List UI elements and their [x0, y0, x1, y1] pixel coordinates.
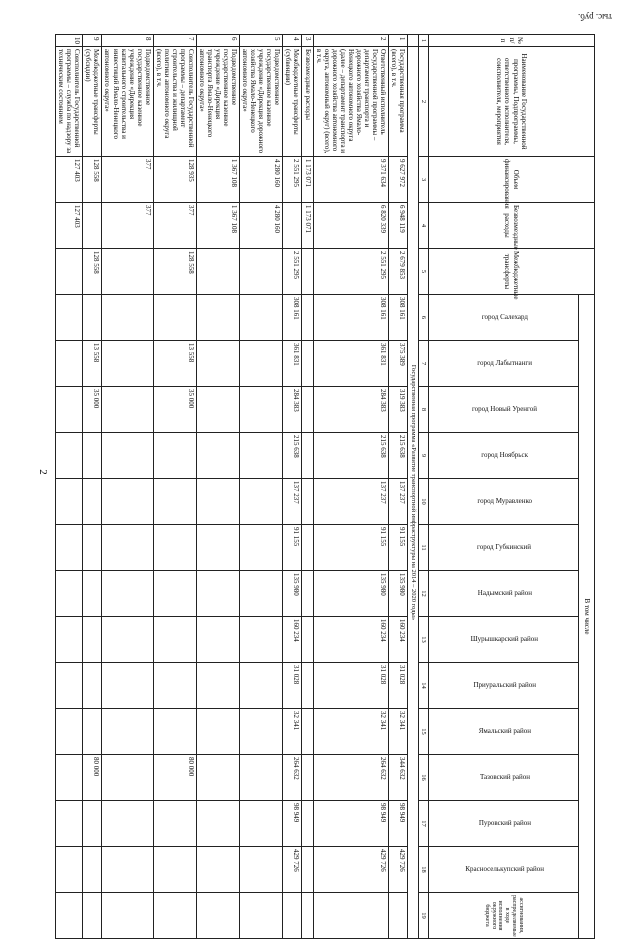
row-muni-value: 308 161	[388, 295, 407, 341]
row-muni-value	[153, 663, 196, 709]
row-muni-value	[302, 709, 313, 755]
row-muni-value: 429 726	[313, 847, 388, 893]
header-muni-label: город Губкинский	[477, 543, 532, 552]
column-number: 10	[418, 479, 428, 525]
row-muni-value	[196, 801, 239, 847]
row-number: 3	[302, 35, 313, 47]
table-row	[102, 35, 153, 939]
row-muni-value: 375 389	[388, 341, 407, 387]
row-muni-value: 91 155	[388, 525, 407, 571]
row-muni-value	[102, 709, 153, 755]
row-muni-value	[56, 709, 83, 755]
row-unallocated	[313, 893, 388, 939]
row-number: 7	[153, 35, 196, 47]
row-muni-value: 429 726	[283, 847, 302, 893]
header-transfers: Межбюджетные трансферты	[429, 249, 595, 295]
column-number: 11	[418, 525, 428, 571]
column-number: 1	[418, 35, 428, 47]
row-transfers	[240, 249, 283, 295]
row-total: 9 371 634	[313, 157, 388, 203]
row-unallocated	[153, 893, 196, 939]
row-number: 10	[56, 35, 83, 47]
row-total: 127 403	[56, 157, 83, 203]
row-muni-value	[302, 387, 313, 433]
header-muni	[429, 295, 579, 341]
row-muni-value	[240, 341, 283, 387]
row-unallocated	[196, 893, 239, 939]
row-muni-value	[240, 525, 283, 571]
row-muni-value	[240, 709, 283, 755]
row-transfers	[196, 249, 239, 295]
row-unallocated	[56, 893, 83, 939]
row-transfers	[56, 249, 83, 295]
header-total: Объем финансирования	[429, 157, 595, 203]
row-muni-value	[153, 617, 196, 663]
row-muni-value: 344 632	[388, 755, 407, 801]
row-number: 6	[196, 35, 239, 47]
row-muni-value: 32 341	[313, 709, 388, 755]
header-muni-label: Пуровский район	[478, 819, 531, 828]
header-muni-label: Приуральский район	[473, 681, 536, 690]
row-muni-value: 137 237	[388, 479, 407, 525]
row-own: 4 280 160	[240, 203, 283, 249]
row-muni-value	[302, 571, 313, 617]
row-muni-value	[102, 387, 153, 433]
header-muni-label: Надымский район	[477, 589, 532, 598]
row-total: 128 935	[153, 157, 196, 203]
row-number: 1	[388, 35, 407, 47]
row-name: Подведомственное государственное казенное учреждение «Дирекция дорожного хозяйства Ямало-Ненецкого автономного округа»	[240, 47, 283, 157]
row-name: Соисполнитель Государственной программы – департамент строительства и жилищной политики автономного округа (всего), в т.ч.	[153, 47, 196, 157]
header-muni	[429, 755, 579, 801]
row-muni-value: 91 155	[313, 525, 388, 571]
row-muni-value: 31 028	[313, 663, 388, 709]
row-own: 127 403	[56, 203, 83, 249]
row-muni-value	[196, 571, 239, 617]
header-name: Наименование Государственной программы, Подпрограммы, ответственного исполнителя, соисполнителя, мероприятия	[429, 47, 595, 157]
row-muni-value	[83, 663, 102, 709]
header-muni-label: Ямальский район	[478, 727, 531, 736]
row-muni-value	[240, 755, 283, 801]
row-muni-value: 284 383	[313, 387, 388, 433]
row-muni-value	[196, 663, 239, 709]
row-muni-value: 80 000	[83, 755, 102, 801]
column-number: 12	[418, 571, 428, 617]
row-unallocated	[283, 893, 302, 939]
row-muni-value: 160 234	[283, 617, 302, 663]
program-title: Государственная программа «Развитие транспортной инфраструктуры на 2014 – 2020 годы»	[408, 47, 418, 939]
row-muni-value	[56, 847, 83, 893]
row-transfers: 2 551 295	[313, 249, 388, 295]
row-muni-value	[56, 755, 83, 801]
header-no: № п/п	[429, 35, 595, 47]
column-number: 9	[418, 433, 428, 479]
table-row	[313, 35, 388, 939]
header-muni	[429, 433, 579, 479]
row-muni-value	[83, 433, 102, 479]
header-muni-label: город Ноябрьск	[481, 451, 528, 460]
table-row	[196, 35, 239, 939]
row-muni-value: 308 161	[313, 295, 388, 341]
row-own: 1 367 108	[196, 203, 239, 249]
row-muni-value: 160 234	[388, 617, 407, 663]
table-row	[388, 35, 407, 939]
row-muni-value	[56, 525, 83, 571]
header-muni	[429, 801, 579, 847]
row-muni-value	[240, 571, 283, 617]
row-muni-value: 32 341	[283, 709, 302, 755]
row-muni-value	[83, 847, 102, 893]
financing-table-rotated	[57, 34, 595, 939]
row-muni-value	[83, 571, 102, 617]
header-muni-label: Шурышкарский район	[470, 635, 539, 644]
table-row	[153, 35, 196, 939]
row-muni-value	[302, 755, 313, 801]
column-number: 2	[418, 47, 428, 157]
row-muni-value: 215 638	[283, 433, 302, 479]
row-transfers: 128 558	[83, 249, 102, 295]
row-muni-value: 98 949	[283, 801, 302, 847]
row-number: 8	[102, 35, 153, 47]
row-muni-value	[240, 433, 283, 479]
row-muni-value	[196, 755, 239, 801]
header-muni-label: город Новый Уренгой	[472, 405, 538, 414]
row-muni-value: 160 234	[313, 617, 388, 663]
row-muni-value: 13 558	[153, 341, 196, 387]
row-muni-value: 215 638	[313, 433, 388, 479]
row-muni-value: 135 980	[388, 571, 407, 617]
header-muni-label: Тазовский район	[479, 773, 530, 782]
row-own	[83, 203, 102, 249]
row-muni-value	[56, 341, 83, 387]
row-total: 2 551 295	[283, 157, 302, 203]
row-muni-value	[83, 295, 102, 341]
row-own: 377	[102, 203, 153, 249]
row-muni-value	[56, 801, 83, 847]
row-muni-value	[153, 525, 196, 571]
row-muni-value: 13 558	[83, 341, 102, 387]
row-name: Подведомственное государственное казенное учреждение «Дирекция транспорта Ямало-Ненецкого автономного округа»	[196, 47, 239, 157]
row-muni-value	[153, 479, 196, 525]
row-name: Межбюджетные трансферты (субсидии)	[83, 47, 102, 157]
header-own: Безвозмездные расходы	[429, 203, 595, 249]
row-muni-value	[196, 295, 239, 341]
row-muni-value	[302, 663, 313, 709]
row-muni-value: 361 831	[283, 341, 302, 387]
row-own: 377	[153, 203, 196, 249]
table-row	[83, 35, 102, 939]
row-transfers	[302, 249, 313, 295]
row-muni-value: 429 726	[388, 847, 407, 893]
row-muni-value	[196, 709, 239, 755]
row-muni-value	[153, 847, 196, 893]
row-muni-value: 98 949	[313, 801, 388, 847]
header-muni	[429, 709, 579, 755]
row-muni-value	[153, 295, 196, 341]
header-muni	[429, 571, 579, 617]
header-muni-label: город Салехард	[481, 313, 528, 322]
header-unallocated: ассигнования, распределяемые в ходе исполнения окружного бюджета	[429, 893, 579, 939]
row-own: 6 948 119	[388, 203, 407, 249]
column-number: 16	[418, 755, 428, 801]
row-muni-value	[102, 433, 153, 479]
column-number: 13	[418, 617, 428, 663]
row-own	[283, 203, 302, 249]
row-unallocated	[83, 893, 102, 939]
row-muni-value	[196, 479, 239, 525]
row-muni-value	[102, 295, 153, 341]
column-number: 15	[418, 709, 428, 755]
row-muni-value	[153, 709, 196, 755]
column-number: 5	[418, 249, 428, 295]
row-muni-value	[83, 801, 102, 847]
row-total: 4 280 160	[240, 157, 283, 203]
row-muni-value	[196, 525, 239, 571]
column-number: 8	[418, 387, 428, 433]
row-muni-value	[153, 571, 196, 617]
row-muni-value: 264 632	[283, 755, 302, 801]
row-muni-value	[56, 617, 83, 663]
row-total: 377	[102, 157, 153, 203]
row-muni-value	[240, 617, 283, 663]
row-unallocated	[302, 893, 313, 939]
row-unallocated	[388, 893, 407, 939]
row-number: 5	[240, 35, 283, 47]
row-muni-value: 319 383	[388, 387, 407, 433]
row-muni-value	[102, 755, 153, 801]
row-muni-value	[196, 617, 239, 663]
row-muni-value	[302, 295, 313, 341]
row-own: 1 173 071	[302, 203, 313, 249]
row-unallocated	[102, 893, 153, 939]
row-transfers	[102, 249, 153, 295]
row-muni-value	[302, 525, 313, 571]
column-number: 18	[418, 847, 428, 893]
header-muni	[429, 387, 579, 433]
row-muni-value: 91 155	[283, 525, 302, 571]
column-number: 3	[418, 157, 428, 203]
row-muni-value	[56, 571, 83, 617]
table-row	[283, 35, 302, 939]
row-unallocated	[240, 893, 283, 939]
row-name: Соисполнитель Государственной программы – служба по надзору за техническим состоянием	[56, 47, 83, 157]
row-muni-value	[240, 387, 283, 433]
row-muni-value	[83, 617, 102, 663]
column-number: 17	[418, 801, 428, 847]
row-muni-value	[102, 571, 153, 617]
header-muni	[429, 663, 579, 709]
row-muni-value	[302, 341, 313, 387]
row-muni-value	[102, 801, 153, 847]
row-total: 128 558	[83, 157, 102, 203]
header-muni-label: Красноселькупский район	[465, 865, 544, 874]
row-number: 9	[83, 35, 102, 47]
row-muni-value: 137 237	[283, 479, 302, 525]
row-muni-value	[240, 847, 283, 893]
row-muni-value: 31 028	[283, 663, 302, 709]
row-muni-value	[56, 295, 83, 341]
table-row	[240, 35, 283, 939]
row-transfers: 2 551 295	[283, 249, 302, 295]
row-transfers: 2 679 853	[388, 249, 407, 295]
row-muni-value: 215 638	[388, 433, 407, 479]
column-number: 4	[418, 203, 428, 249]
row-muni-value: 32 341	[388, 709, 407, 755]
table-row	[56, 35, 83, 939]
row-muni-value	[102, 479, 153, 525]
unit-label: тыс. руб.	[578, 12, 613, 22]
row-muni-value	[196, 387, 239, 433]
row-muni-value: 135 980	[313, 571, 388, 617]
page-number: 2	[36, 469, 49, 475]
row-muni-value	[196, 433, 239, 479]
row-muni-value	[302, 617, 313, 663]
row-muni-value	[153, 801, 196, 847]
row-muni-value	[102, 525, 153, 571]
column-number: 6	[418, 295, 428, 341]
column-number: 14	[418, 663, 428, 709]
row-name: Безвозмездные расходы	[302, 47, 313, 157]
row-total: 1 173 071	[302, 157, 313, 203]
row-muni-value	[102, 341, 153, 387]
row-muni-value: 135 980	[283, 571, 302, 617]
row-muni-value: 361 831	[313, 341, 388, 387]
row-muni-value: 308 161	[283, 295, 302, 341]
header-muni	[429, 479, 579, 525]
row-muni-value: 284 383	[283, 387, 302, 433]
row-muni-value	[302, 801, 313, 847]
row-muni-value: 80 000	[153, 755, 196, 801]
row-muni-value: 35 000	[153, 387, 196, 433]
header-in-that: В том числе	[579, 295, 595, 939]
row-muni-value: 31 028	[388, 663, 407, 709]
row-muni-value	[83, 709, 102, 755]
row-name: Государственная программа (всего), в т.ч.	[388, 47, 407, 157]
row-muni-value	[102, 663, 153, 709]
row-muni-value	[240, 663, 283, 709]
row-muni-value	[240, 479, 283, 525]
row-muni-value	[56, 663, 83, 709]
row-muni-value	[102, 847, 153, 893]
row-muni-value	[302, 433, 313, 479]
row-total: 9 627 972	[388, 157, 407, 203]
financing-table	[55, 34, 595, 939]
row-muni-value	[83, 525, 102, 571]
row-muni-value	[240, 801, 283, 847]
header-muni	[429, 617, 579, 663]
row-number: 4	[283, 35, 302, 47]
header-muni	[429, 847, 579, 893]
row-muni-value	[196, 341, 239, 387]
row-muni-value	[102, 617, 153, 663]
header-muni	[429, 525, 579, 571]
row-muni-value	[196, 847, 239, 893]
column-number: 19	[418, 893, 428, 939]
row-number: 2	[313, 35, 388, 47]
row-name: Подведомственное государственное казенное учреждение «Дирекция капитального строительства и инвестиций Ямало-Ненецкого автономного округа»	[102, 47, 153, 157]
row-name: Ответственный исполнитель Государственной программы – департамент транспорта и дорожного хозяйства Ямало-Ненецкого автономного округа (далее – департамент транспорта и дорожного хозяйства автономного округа, автономный округ) (всего), в т.ч.	[313, 47, 388, 157]
row-muni-value	[56, 433, 83, 479]
row-total: 1 367 108	[196, 157, 239, 203]
header-muni-label: город Муравленко	[477, 497, 532, 506]
header-muni	[429, 341, 579, 387]
column-number: 7	[418, 341, 428, 387]
row-muni-value	[302, 479, 313, 525]
row-muni-value	[240, 295, 283, 341]
row-own: 6 820 339	[313, 203, 388, 249]
row-transfers: 128 558	[153, 249, 196, 295]
table-row	[302, 35, 313, 939]
row-muni-value	[56, 387, 83, 433]
row-muni-value: 98 949	[388, 801, 407, 847]
row-muni-value	[153, 433, 196, 479]
row-muni-value	[56, 479, 83, 525]
header-muni-label: город Лабытнанги	[477, 359, 532, 368]
row-name: Межбюджетные трансферты (субвенции)	[283, 47, 302, 157]
row-muni-value: 137 237	[313, 479, 388, 525]
row-muni-value: 35 000	[83, 387, 102, 433]
row-muni-value	[83, 479, 102, 525]
row-muni-value	[302, 847, 313, 893]
row-muni-value: 264 632	[313, 755, 388, 801]
